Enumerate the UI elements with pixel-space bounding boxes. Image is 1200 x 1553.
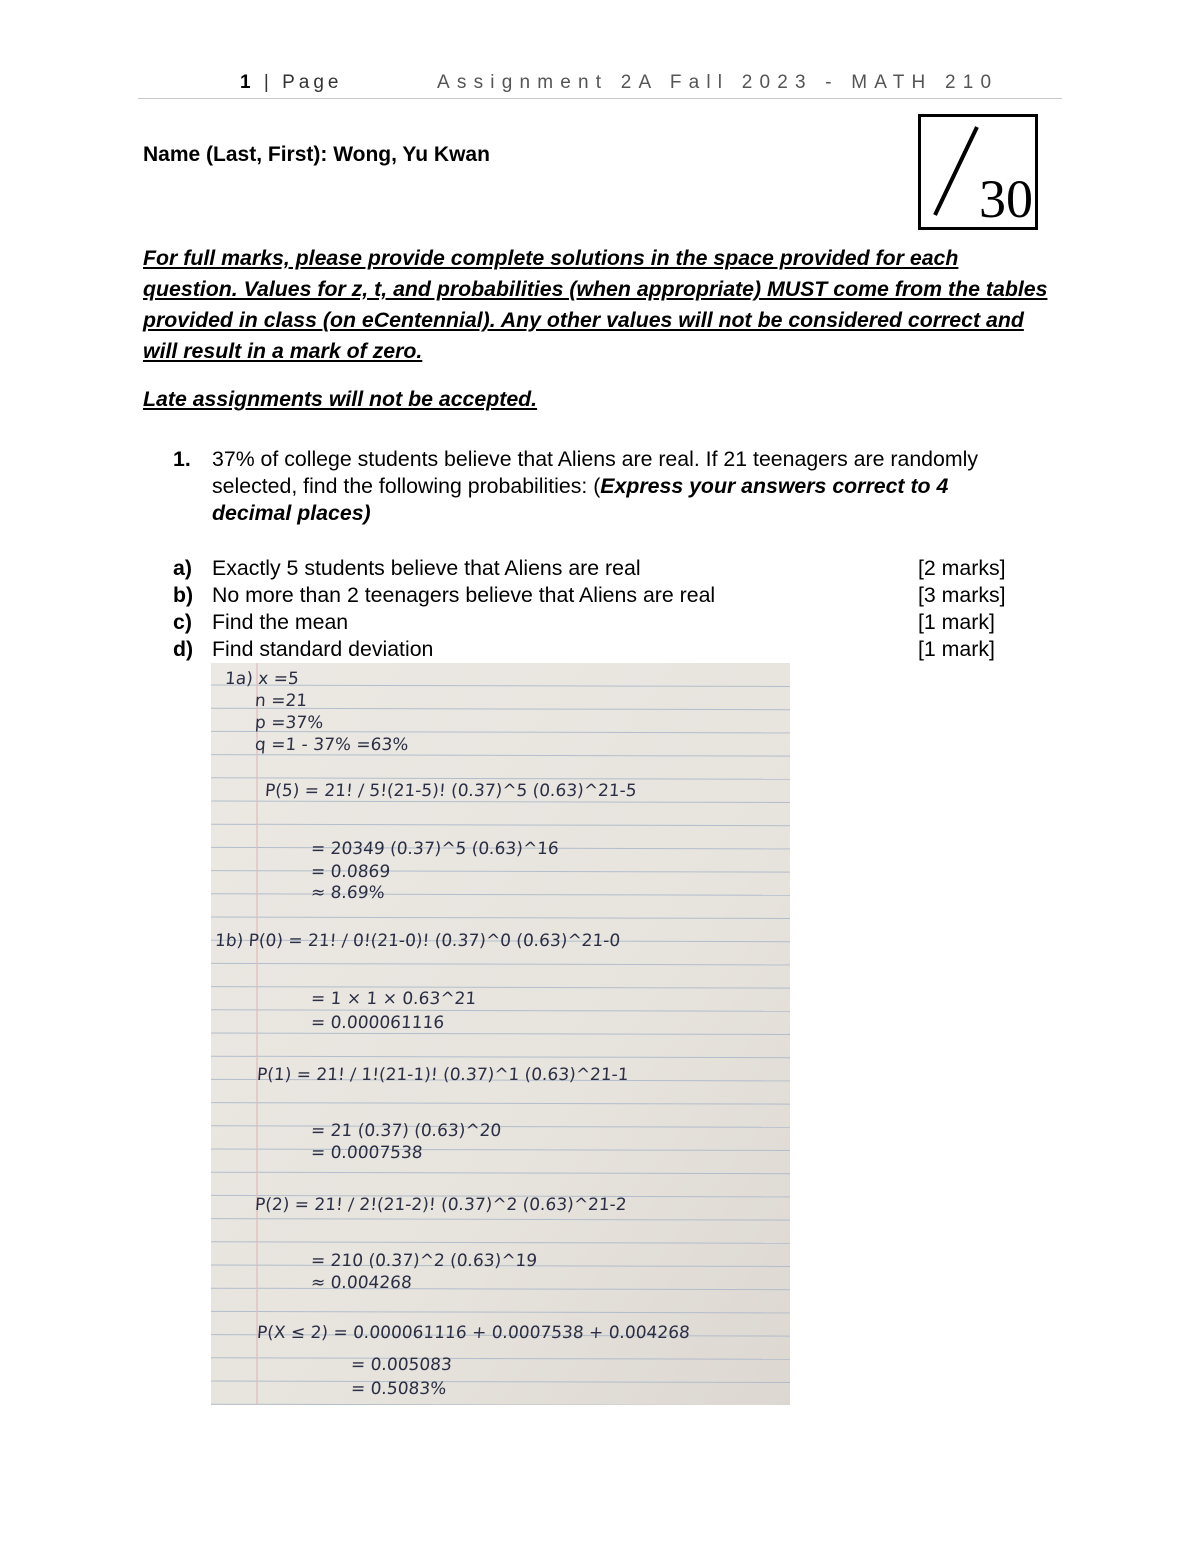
hw-line: = 0.0007538 xyxy=(310,1143,424,1163)
part-marks: [1 mark] xyxy=(918,637,995,661)
hw-line: P(X ≤ 2) = 0.000061116 + 0.0007538 + 0.004268 xyxy=(256,1323,691,1343)
hw-line: = 0.0869 xyxy=(310,862,391,882)
part-b xyxy=(173,583,1033,609)
score-slash-icon xyxy=(921,117,1035,227)
hw-line: p =37% xyxy=(254,713,324,733)
hw-line: 1a) x =5 xyxy=(224,669,300,689)
hw-line: P(2) = 21! / 2!(21-2)! (0.37)^2 (0.63)^21-2 xyxy=(254,1195,628,1215)
late-notice: Late assignments will not be accepted. xyxy=(143,387,538,411)
part-a xyxy=(173,556,1033,582)
hw-line: P(5) = 21! / 5!(21-5)! (0.37)^5 (0.63)^21-5 xyxy=(264,781,638,801)
hw-line: 1b) P(0) = 21! / 0!(21-0)! (0.37)^0 (0.63)^21-0 xyxy=(214,931,621,951)
hw-line: = 0.005083 xyxy=(350,1355,453,1375)
hw-line: = 0.5083% xyxy=(350,1379,447,1399)
hw-line: = 0.000061116 xyxy=(310,1013,445,1033)
question-emphasis: Express your answers correct to 4 decimal places) xyxy=(212,474,949,525)
question-text xyxy=(212,446,1012,527)
score-total: 30 xyxy=(979,169,1033,227)
score-box xyxy=(918,114,1038,230)
part-text: Find the mean xyxy=(212,610,349,634)
hw-line: = 20349 (0.37)^5 (0.63)^16 xyxy=(310,839,560,859)
part-label: c) xyxy=(173,610,192,634)
handwritten-solution-photo xyxy=(211,663,790,1405)
hw-line: = 1 × 1 × 0.63^21 xyxy=(310,989,477,1009)
part-label: a) xyxy=(173,556,192,580)
instructions: For full marks, please provide complete solutions in the space provided for each question. Values for z, t, and probabilities (when appropriate) MUST come from the tables provided in class (on eCentennial). Any other values will not be considered correct and will result in a mark of zero. xyxy=(143,246,1048,363)
header-title: Assignment 2A Fall 2023 - MATH 210 xyxy=(437,72,999,93)
part-text: Exactly 5 students believe that Aliens are real xyxy=(212,556,641,580)
part-marks: [2 marks] xyxy=(918,556,1006,580)
hw-line: q =1 - 37% =63% xyxy=(254,735,410,755)
page-indicator xyxy=(240,72,342,94)
student-name: Name (Last, First): Wong, Yu Kwan xyxy=(143,143,490,166)
part-label: b) xyxy=(173,583,194,607)
part-label: d) xyxy=(173,637,194,661)
part-text: No more than 2 teenagers believe that Aliens are real xyxy=(212,583,716,607)
part-marks: [3 marks] xyxy=(918,583,1006,607)
part-c xyxy=(173,610,1033,636)
hw-line: n =21 xyxy=(254,691,308,711)
page-word: | Page xyxy=(263,72,343,93)
part-d xyxy=(173,637,1033,663)
hw-line: ≈ 8.69% xyxy=(310,883,386,903)
hw-line: = 210 (0.37)^2 (0.63)^19 xyxy=(310,1251,538,1271)
ruled-paper xyxy=(211,663,790,1405)
part-marks: [1 mark] xyxy=(918,610,995,634)
part-text: Find standard deviation xyxy=(212,637,434,661)
hw-line: = 21 (0.37) (0.63)^20 xyxy=(310,1121,502,1141)
question-body: 37% of college students believe that Aliens are real. If 21 teenagers are randomly selected, find the following probabilities: ( xyxy=(212,447,978,498)
question-number: 1. xyxy=(173,447,191,471)
header-divider xyxy=(138,98,1062,99)
page-number: 1 xyxy=(240,72,255,93)
hw-line: P(1) = 21! / 1!(21-1)! (0.37)^1 (0.63)^21-1 xyxy=(256,1065,630,1085)
hw-line: ≈ 0.004268 xyxy=(310,1273,413,1293)
